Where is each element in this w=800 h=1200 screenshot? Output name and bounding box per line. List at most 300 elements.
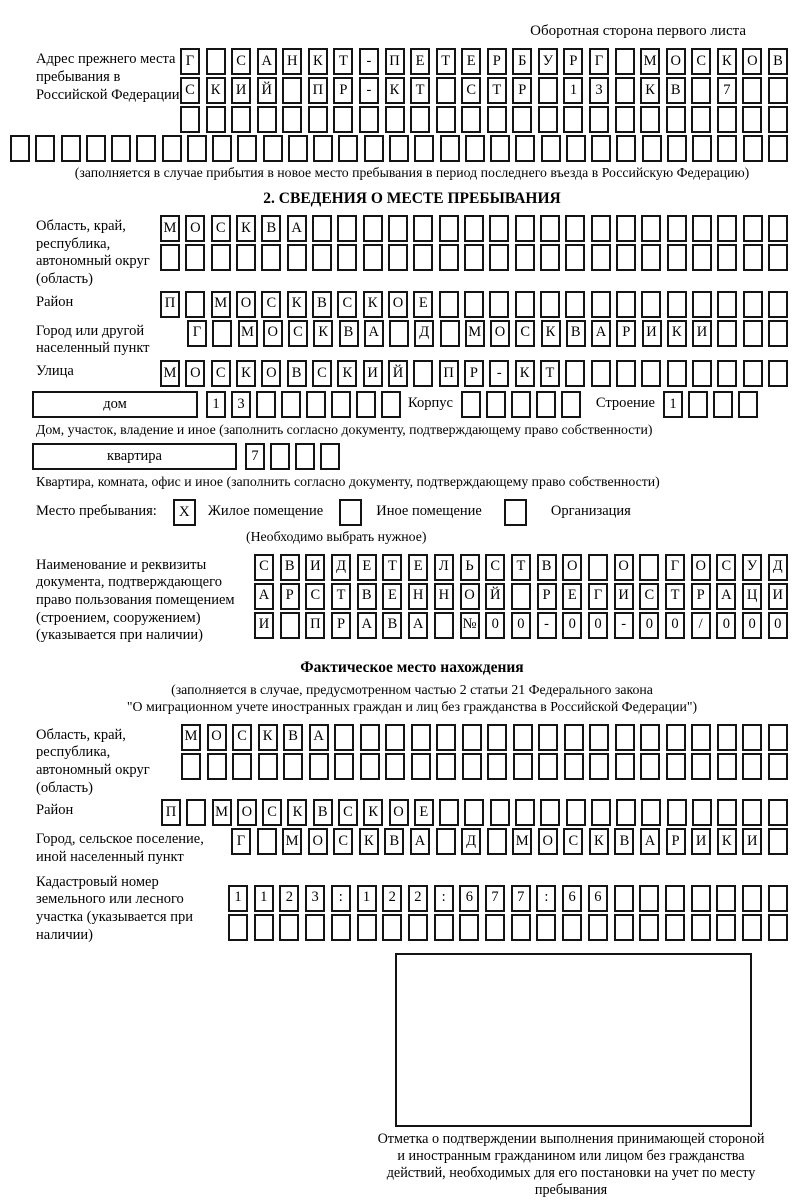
char-cell[interactable]: [359, 106, 379, 133]
char-cell[interactable]: [717, 753, 737, 780]
char-cell[interactable]: [312, 215, 332, 242]
char-cell[interactable]: [485, 914, 505, 941]
char-cell[interactable]: [461, 106, 481, 133]
char-cell[interactable]: 0: [588, 612, 608, 639]
char-cell[interactable]: А: [287, 215, 307, 242]
char-cell[interactable]: [743, 320, 763, 347]
char-cell[interactable]: М: [238, 320, 258, 347]
char-cell[interactable]: Й: [257, 77, 277, 104]
char-cell[interactable]: П: [305, 612, 325, 639]
char-cell[interactable]: [439, 244, 459, 271]
char-cell[interactable]: К: [287, 799, 307, 826]
char-cell[interactable]: [181, 753, 201, 780]
char-cell[interactable]: С: [262, 799, 282, 826]
char-cell[interactable]: [86, 135, 106, 162]
char-cell[interactable]: [258, 753, 278, 780]
char-cell[interactable]: [257, 106, 277, 133]
char-cell[interactable]: [615, 753, 635, 780]
char-cell[interactable]: [295, 443, 315, 470]
char-cell[interactable]: [713, 391, 733, 418]
char-cell[interactable]: Н: [434, 583, 454, 610]
char-cell[interactable]: [717, 724, 737, 751]
char-cell[interactable]: 3: [305, 885, 325, 912]
char-cell[interactable]: [331, 914, 351, 941]
char-cell[interactable]: [160, 244, 180, 271]
char-cell[interactable]: К: [308, 48, 328, 75]
char-cell[interactable]: В: [537, 554, 557, 581]
char-cell[interactable]: [357, 914, 377, 941]
char-cell[interactable]: У: [538, 48, 558, 75]
char-cell[interactable]: М: [465, 320, 485, 347]
char-cell[interactable]: [616, 291, 636, 318]
char-cell[interactable]: [464, 291, 484, 318]
char-cell[interactable]: [665, 885, 685, 912]
char-cell[interactable]: К: [667, 320, 687, 347]
char-cell[interactable]: [538, 106, 558, 133]
char-cell[interactable]: С: [337, 291, 357, 318]
char-cell[interactable]: [436, 753, 456, 780]
char-cell[interactable]: В: [382, 612, 402, 639]
char-cell[interactable]: [236, 244, 256, 271]
char-cell[interactable]: [334, 724, 354, 751]
char-cell[interactable]: [308, 106, 328, 133]
char-cell[interactable]: [688, 391, 708, 418]
char-cell[interactable]: [566, 799, 586, 826]
char-cell[interactable]: [465, 135, 485, 162]
char-cell[interactable]: С: [211, 360, 231, 387]
stay-option-residential-checkbox[interactable]: X: [173, 499, 196, 526]
char-cell[interactable]: [413, 244, 433, 271]
char-cell[interactable]: [716, 914, 736, 941]
char-cell[interactable]: [589, 106, 609, 133]
char-cell[interactable]: С: [312, 360, 332, 387]
char-cell[interactable]: О: [207, 724, 227, 751]
char-cell[interactable]: [564, 724, 584, 751]
char-cell[interactable]: С: [515, 320, 535, 347]
char-cell[interactable]: [360, 753, 380, 780]
char-cell[interactable]: Е: [461, 48, 481, 75]
char-cell[interactable]: [459, 914, 479, 941]
char-cell[interactable]: [180, 106, 200, 133]
char-cell[interactable]: [513, 724, 533, 751]
char-cell[interactable]: [385, 724, 405, 751]
char-cell[interactable]: [439, 799, 459, 826]
char-cell[interactable]: О: [389, 799, 409, 826]
char-cell[interactable]: [281, 391, 301, 418]
char-cell[interactable]: [615, 48, 635, 75]
char-cell[interactable]: [616, 360, 636, 387]
char-cell[interactable]: [717, 106, 737, 133]
char-cell[interactable]: В: [313, 799, 333, 826]
char-cell[interactable]: [257, 828, 277, 855]
char-cell[interactable]: К: [515, 360, 535, 387]
char-cell[interactable]: [768, 360, 788, 387]
char-cell[interactable]: [717, 320, 737, 347]
char-cell[interactable]: [616, 215, 636, 242]
char-cell[interactable]: М: [181, 724, 201, 751]
char-cell[interactable]: [591, 215, 611, 242]
char-cell[interactable]: [288, 135, 308, 162]
char-cell[interactable]: [287, 244, 307, 271]
char-cell[interactable]: 0: [742, 612, 762, 639]
char-cell[interactable]: В: [666, 77, 686, 104]
char-cell[interactable]: И: [363, 360, 383, 387]
char-cell[interactable]: 0: [768, 612, 788, 639]
char-cell[interactable]: [356, 391, 376, 418]
char-cell[interactable]: [334, 753, 354, 780]
char-cell[interactable]: О: [666, 48, 686, 75]
char-cell[interactable]: [333, 106, 353, 133]
char-cell[interactable]: [490, 135, 510, 162]
char-cell[interactable]: М: [160, 360, 180, 387]
char-cell[interactable]: В: [287, 360, 307, 387]
char-cell[interactable]: И: [614, 583, 634, 610]
char-cell[interactable]: [591, 799, 611, 826]
char-cell[interactable]: Г: [180, 48, 200, 75]
char-cell[interactable]: С: [691, 48, 711, 75]
char-cell[interactable]: И: [742, 828, 762, 855]
char-cell[interactable]: С: [338, 799, 358, 826]
char-cell[interactable]: О: [490, 320, 510, 347]
char-cell[interactable]: А: [591, 320, 611, 347]
char-cell[interactable]: [237, 135, 257, 162]
char-cell[interactable]: [667, 244, 687, 271]
char-cell[interactable]: М: [512, 828, 532, 855]
char-cell[interactable]: [212, 320, 232, 347]
char-cell[interactable]: Л: [434, 554, 454, 581]
char-cell[interactable]: 0: [485, 612, 505, 639]
char-cell[interactable]: [385, 753, 405, 780]
char-cell[interactable]: И: [642, 320, 662, 347]
char-cell[interactable]: [717, 215, 737, 242]
char-cell[interactable]: [615, 77, 635, 104]
char-cell[interactable]: [513, 753, 533, 780]
char-cell[interactable]: [388, 244, 408, 271]
char-cell[interactable]: [212, 135, 232, 162]
char-cell[interactable]: [187, 135, 207, 162]
char-cell[interactable]: [408, 914, 428, 941]
char-cell[interactable]: Д: [461, 828, 481, 855]
char-cell[interactable]: [743, 135, 763, 162]
char-cell[interactable]: К: [717, 828, 737, 855]
char-cell[interactable]: Р: [666, 828, 686, 855]
char-cell[interactable]: [742, 914, 762, 941]
char-cell[interactable]: 7: [511, 885, 531, 912]
char-cell[interactable]: А: [257, 48, 277, 75]
char-cell[interactable]: К: [236, 215, 256, 242]
char-cell[interactable]: [515, 215, 535, 242]
char-cell[interactable]: 1: [357, 885, 377, 912]
char-cell[interactable]: Е: [562, 583, 582, 610]
char-cell[interactable]: О: [388, 291, 408, 318]
char-cell[interactable]: [136, 135, 156, 162]
char-cell[interactable]: [228, 914, 248, 941]
char-cell[interactable]: [254, 914, 274, 941]
char-cell[interactable]: [162, 135, 182, 162]
char-cell[interactable]: [411, 753, 431, 780]
char-cell[interactable]: Г: [589, 48, 609, 75]
char-cell[interactable]: О: [538, 828, 558, 855]
char-cell[interactable]: С: [485, 554, 505, 581]
char-cell[interactable]: 7: [245, 443, 265, 470]
char-cell[interactable]: [591, 360, 611, 387]
char-cell[interactable]: [487, 724, 507, 751]
char-cell[interactable]: [588, 914, 608, 941]
char-cell[interactable]: Г: [187, 320, 207, 347]
char-cell[interactable]: К: [363, 291, 383, 318]
char-cell[interactable]: [320, 443, 340, 470]
char-cell[interactable]: [639, 554, 659, 581]
char-cell[interactable]: [691, 724, 711, 751]
char-cell[interactable]: [440, 320, 460, 347]
char-cell[interactable]: [743, 215, 763, 242]
stay-option-other-checkbox[interactable]: [339, 499, 362, 526]
char-cell[interactable]: К: [717, 48, 737, 75]
char-cell[interactable]: [691, 106, 711, 133]
char-cell[interactable]: 6: [459, 885, 479, 912]
char-cell[interactable]: [512, 106, 532, 133]
char-cell[interactable]: Р: [280, 583, 300, 610]
char-cell[interactable]: [436, 724, 456, 751]
char-cell[interactable]: [10, 135, 30, 162]
char-cell[interactable]: -: [359, 77, 379, 104]
char-cell[interactable]: [256, 391, 276, 418]
char-cell[interactable]: 1: [206, 391, 226, 418]
char-cell[interactable]: [565, 215, 585, 242]
char-cell[interactable]: К: [589, 828, 609, 855]
char-cell[interactable]: [35, 135, 55, 162]
char-cell[interactable]: В: [566, 320, 586, 347]
char-cell[interactable]: С: [211, 215, 231, 242]
char-cell[interactable]: -: [537, 612, 557, 639]
char-cell[interactable]: [768, 828, 788, 855]
char-cell[interactable]: [591, 135, 611, 162]
char-cell[interactable]: П: [160, 291, 180, 318]
char-cell[interactable]: [717, 799, 737, 826]
char-cell[interactable]: [462, 724, 482, 751]
char-cell[interactable]: С: [563, 828, 583, 855]
char-cell[interactable]: А: [364, 320, 384, 347]
char-cell[interactable]: И: [691, 828, 711, 855]
char-cell[interactable]: 6: [562, 885, 582, 912]
char-cell[interactable]: [615, 724, 635, 751]
char-cell[interactable]: [436, 828, 456, 855]
char-cell[interactable]: [261, 244, 281, 271]
char-cell[interactable]: С: [288, 320, 308, 347]
char-cell[interactable]: [768, 77, 788, 104]
char-cell[interactable]: О: [237, 799, 257, 826]
char-cell[interactable]: [464, 799, 484, 826]
char-cell[interactable]: [487, 106, 507, 133]
char-cell[interactable]: Р: [616, 320, 636, 347]
char-cell[interactable]: [742, 106, 762, 133]
char-cell[interactable]: [439, 291, 459, 318]
char-cell[interactable]: Т: [540, 360, 560, 387]
char-cell[interactable]: [282, 77, 302, 104]
char-cell[interactable]: [186, 799, 206, 826]
char-cell[interactable]: Т: [436, 48, 456, 75]
char-cell[interactable]: [768, 215, 788, 242]
char-cell[interactable]: В: [261, 215, 281, 242]
char-cell[interactable]: Е: [413, 291, 433, 318]
char-cell[interactable]: [716, 885, 736, 912]
char-cell[interactable]: [666, 106, 686, 133]
char-cell[interactable]: К: [359, 828, 379, 855]
char-cell[interactable]: И: [254, 612, 274, 639]
char-cell[interactable]: [381, 391, 401, 418]
char-cell[interactable]: Р: [537, 583, 557, 610]
char-cell[interactable]: [410, 106, 430, 133]
char-cell[interactable]: С: [231, 48, 251, 75]
stay-option-organization-checkbox[interactable]: [504, 499, 527, 526]
char-cell[interactable]: [743, 244, 763, 271]
char-cell[interactable]: О: [185, 215, 205, 242]
char-cell[interactable]: [665, 914, 685, 941]
char-cell[interactable]: Ь: [460, 554, 480, 581]
char-cell[interactable]: [565, 360, 585, 387]
char-cell[interactable]: [692, 215, 712, 242]
char-cell[interactable]: К: [541, 320, 561, 347]
char-cell[interactable]: А: [357, 612, 377, 639]
char-cell[interactable]: [538, 724, 558, 751]
char-cell[interactable]: [616, 799, 636, 826]
char-cell[interactable]: О: [691, 554, 711, 581]
char-cell[interactable]: Е: [357, 554, 377, 581]
char-cell[interactable]: О: [236, 291, 256, 318]
char-cell[interactable]: 7: [717, 77, 737, 104]
char-cell[interactable]: К: [640, 77, 660, 104]
char-cell[interactable]: Д: [414, 320, 434, 347]
char-cell[interactable]: Г: [665, 554, 685, 581]
char-cell[interactable]: И: [692, 320, 712, 347]
char-cell[interactable]: [641, 799, 661, 826]
char-cell[interactable]: [536, 391, 556, 418]
char-cell[interactable]: [692, 360, 712, 387]
char-cell[interactable]: [515, 135, 535, 162]
char-cell[interactable]: О: [263, 320, 283, 347]
char-cell[interactable]: [207, 753, 227, 780]
char-cell[interactable]: -: [614, 612, 634, 639]
char-cell[interactable]: [742, 77, 762, 104]
char-cell[interactable]: [717, 360, 737, 387]
char-cell[interactable]: [667, 360, 687, 387]
char-cell[interactable]: [616, 135, 636, 162]
char-cell[interactable]: 0: [562, 612, 582, 639]
char-cell[interactable]: [263, 135, 283, 162]
char-cell[interactable]: [364, 135, 384, 162]
char-cell[interactable]: [338, 135, 358, 162]
char-cell[interactable]: [211, 244, 231, 271]
char-cell[interactable]: В: [614, 828, 634, 855]
char-cell[interactable]: [564, 753, 584, 780]
char-cell[interactable]: К: [287, 291, 307, 318]
char-cell[interactable]: [464, 215, 484, 242]
char-cell[interactable]: [667, 291, 687, 318]
char-cell[interactable]: К: [236, 360, 256, 387]
char-cell[interactable]: :: [536, 885, 556, 912]
char-cell[interactable]: А: [716, 583, 736, 610]
char-cell[interactable]: [641, 291, 661, 318]
char-cell[interactable]: 3: [231, 391, 251, 418]
char-cell[interactable]: [436, 106, 456, 133]
char-cell[interactable]: [489, 244, 509, 271]
char-cell[interactable]: 3: [589, 77, 609, 104]
char-cell[interactable]: [436, 77, 456, 104]
char-cell[interactable]: О: [614, 554, 634, 581]
char-cell[interactable]: [768, 106, 788, 133]
char-cell[interactable]: [667, 135, 687, 162]
char-cell[interactable]: О: [742, 48, 762, 75]
char-cell[interactable]: С: [461, 77, 481, 104]
char-cell[interactable]: К: [258, 724, 278, 751]
char-cell[interactable]: [591, 244, 611, 271]
char-cell[interactable]: У: [742, 554, 762, 581]
char-cell[interactable]: [461, 391, 481, 418]
char-cell[interactable]: [540, 799, 560, 826]
char-cell[interactable]: В: [384, 828, 404, 855]
char-cell[interactable]: [331, 391, 351, 418]
char-cell[interactable]: [691, 753, 711, 780]
char-cell[interactable]: [768, 753, 788, 780]
char-cell[interactable]: [413, 360, 433, 387]
char-cell[interactable]: О: [308, 828, 328, 855]
char-cell[interactable]: [743, 291, 763, 318]
char-cell[interactable]: [742, 753, 762, 780]
char-cell[interactable]: В: [312, 291, 332, 318]
char-cell[interactable]: [666, 724, 686, 751]
char-cell[interactable]: П: [308, 77, 328, 104]
char-cell[interactable]: [588, 554, 608, 581]
char-cell[interactable]: [385, 106, 405, 133]
char-cell[interactable]: [667, 799, 687, 826]
char-cell[interactable]: [511, 391, 531, 418]
char-cell[interactable]: В: [357, 583, 377, 610]
char-cell[interactable]: [283, 753, 303, 780]
char-cell[interactable]: :: [331, 885, 351, 912]
char-cell[interactable]: С: [716, 554, 736, 581]
char-cell[interactable]: К: [337, 360, 357, 387]
char-cell[interactable]: 1: [663, 391, 683, 418]
char-cell[interactable]: Е: [408, 554, 428, 581]
char-cell[interactable]: [589, 724, 609, 751]
char-cell[interactable]: [486, 391, 506, 418]
char-cell[interactable]: [717, 291, 737, 318]
char-cell[interactable]: [640, 106, 660, 133]
char-cell[interactable]: 2: [382, 885, 402, 912]
char-cell[interactable]: М: [211, 291, 231, 318]
char-cell[interactable]: [206, 48, 226, 75]
char-cell[interactable]: [692, 244, 712, 271]
char-cell[interactable]: [515, 291, 535, 318]
char-cell[interactable]: Т: [665, 583, 685, 610]
char-cell[interactable]: [615, 106, 635, 133]
char-cell[interactable]: Б: [512, 48, 532, 75]
char-cell[interactable]: Т: [410, 77, 430, 104]
char-cell[interactable]: [538, 753, 558, 780]
char-cell[interactable]: Е: [410, 48, 430, 75]
char-cell[interactable]: Д: [331, 554, 351, 581]
char-cell[interactable]: [641, 360, 661, 387]
char-cell[interactable]: [282, 106, 302, 133]
char-cell[interactable]: [540, 291, 560, 318]
char-cell[interactable]: [413, 215, 433, 242]
char-cell[interactable]: [487, 828, 507, 855]
char-cell[interactable]: О: [562, 554, 582, 581]
char-cell[interactable]: М: [640, 48, 660, 75]
char-cell[interactable]: [562, 914, 582, 941]
char-cell[interactable]: 1: [563, 77, 583, 104]
char-cell[interactable]: [462, 753, 482, 780]
